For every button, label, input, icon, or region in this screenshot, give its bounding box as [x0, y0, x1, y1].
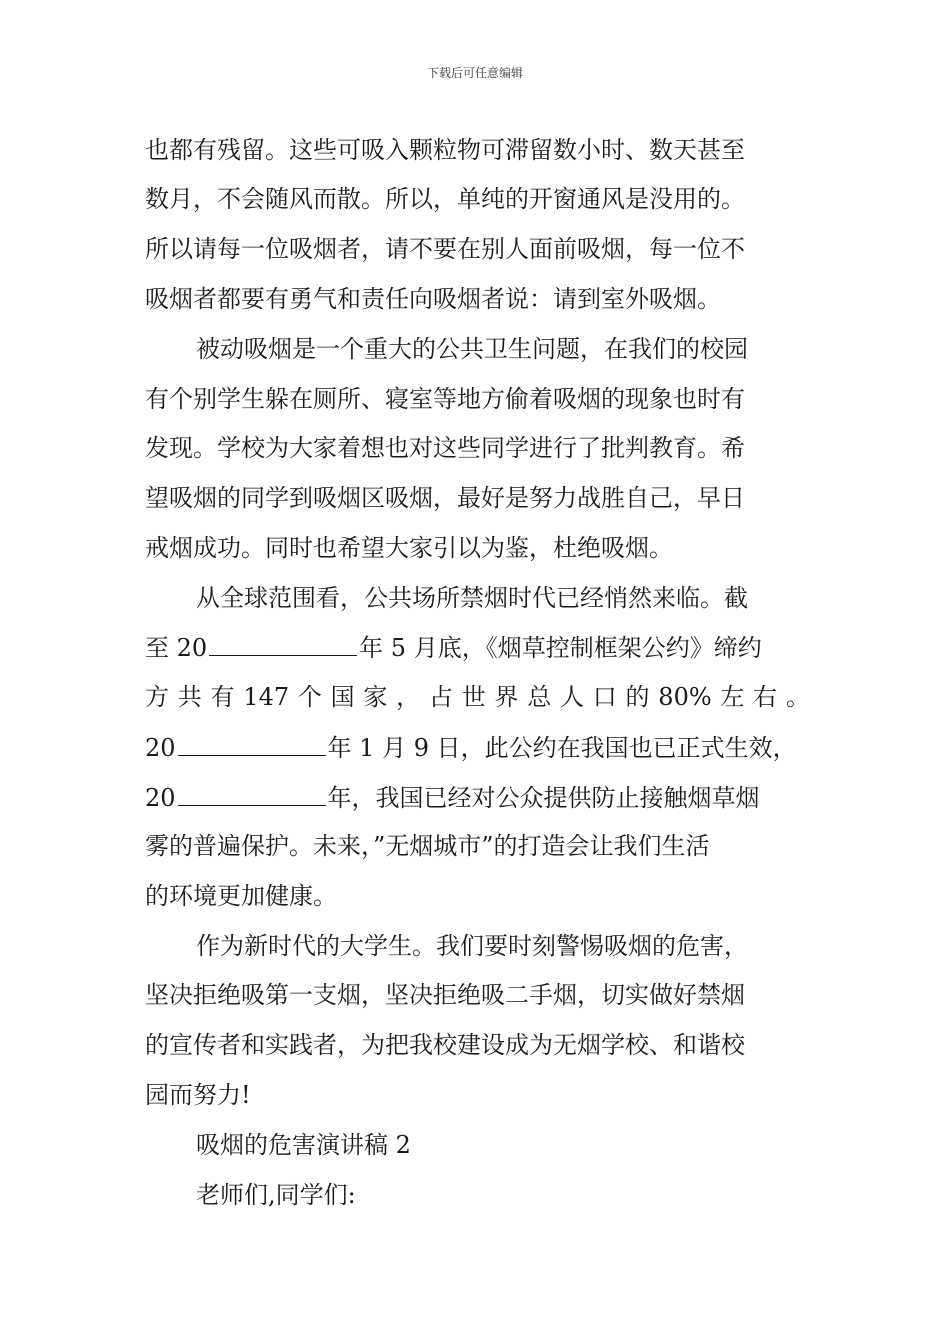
fill-in-blank — [209, 631, 357, 656]
word: 个 — [297, 683, 322, 711]
fill-in-blank — [178, 781, 326, 806]
word: ， — [396, 683, 421, 711]
text-line: 所以请每一位吸烟者，请不要在别人面前吸烟，每一位不 — [145, 235, 745, 263]
word: 的 — [625, 683, 650, 711]
text-line: 有个别学生躲在厕所、寝室等地方偷着吸烟的现象也时有 — [145, 385, 745, 413]
text-line — [145, 631, 810, 664]
text-line: 坚决拒绝吸第一支烟，坚决拒绝吸二手烟，切实做好禁烟 — [145, 981, 745, 1009]
word: 口 — [592, 683, 617, 711]
word: 总 — [527, 683, 552, 711]
text-segment: 20 — [145, 734, 176, 762]
greeting-line: 老师们,同学们: — [196, 1181, 356, 1209]
text-segment: 年 5 月底，《烟草控制框架公约》缔约 — [359, 634, 762, 662]
text-line: 戒烟成功。同时也希望大家引以为鉴，杜绝吸烟。 — [145, 534, 673, 562]
word: 方 — [145, 683, 169, 711]
paragraph-first-line: 从全球范围看，公共场所禁烟时代已经悄然来临。截 — [196, 584, 748, 612]
text-line — [145, 781, 810, 814]
text-line: 雾的普遍保护。未来，”无烟城市”的打造会让我们生活 — [145, 832, 710, 860]
word: 国 — [330, 683, 355, 711]
text-line: 的宣传者和实践者，为把我校建设成为无烟学校、和谐校 — [145, 1031, 745, 1059]
word: 家 — [363, 683, 388, 711]
text-line: 数月，不会随风而散。所以，单纯的开窗通风是没用的。 — [145, 185, 745, 213]
text-segment: 20 — [145, 784, 176, 812]
word: 147 — [243, 683, 290, 711]
word: 世 — [461, 683, 486, 711]
text-line — [145, 731, 810, 764]
fill-in-blank — [178, 731, 326, 756]
text-line: 的环境更加健康。 — [145, 882, 337, 910]
word: 80% — [658, 683, 712, 711]
word: 左 — [720, 683, 745, 711]
text-line: 发现。学校为大家着想也对这些同学进行了批判教育。希 — [145, 434, 745, 462]
page-header: 下载后可任意编辑 — [426, 66, 523, 80]
word: 共 — [177, 683, 202, 711]
justified-line — [145, 681, 810, 713]
text-segment: 年，我国已经对公众提供防止接触烟草烟 — [327, 784, 760, 812]
section-title: 吸烟的危害演讲稿 2 — [196, 1131, 411, 1159]
text-line: 吸烟者都要有勇气和责任向吸烟者说：请到室外吸烟。 — [145, 285, 721, 313]
word: 界 — [494, 683, 519, 711]
paragraph-first-line: 作为新时代的大学生。我们要时刻警惕吸烟的危害， — [196, 932, 748, 960]
text-line: 园而努力! — [145, 1081, 251, 1109]
word: 人 — [560, 683, 584, 711]
text-segment: 年 1 月 9 日，此公约在我国也已正式生效， — [327, 734, 797, 762]
word: 右 — [753, 683, 778, 711]
text-segment: 至 20 — [145, 634, 208, 662]
paragraph-first-line: 被动吸烟是一个重大的公共卫生问题，在我们的校园 — [196, 335, 748, 363]
text-line: 望吸烟的同学到吸烟区吸烟，最好是努力战胜自己，早日 — [145, 484, 745, 512]
text-line: 也都有残留。这些可吸入颗粒物可滞留数小时、数天甚至 — [145, 136, 745, 164]
word: 有 — [210, 683, 235, 711]
word: 占 — [428, 683, 453, 711]
word: 。 — [785, 683, 810, 711]
